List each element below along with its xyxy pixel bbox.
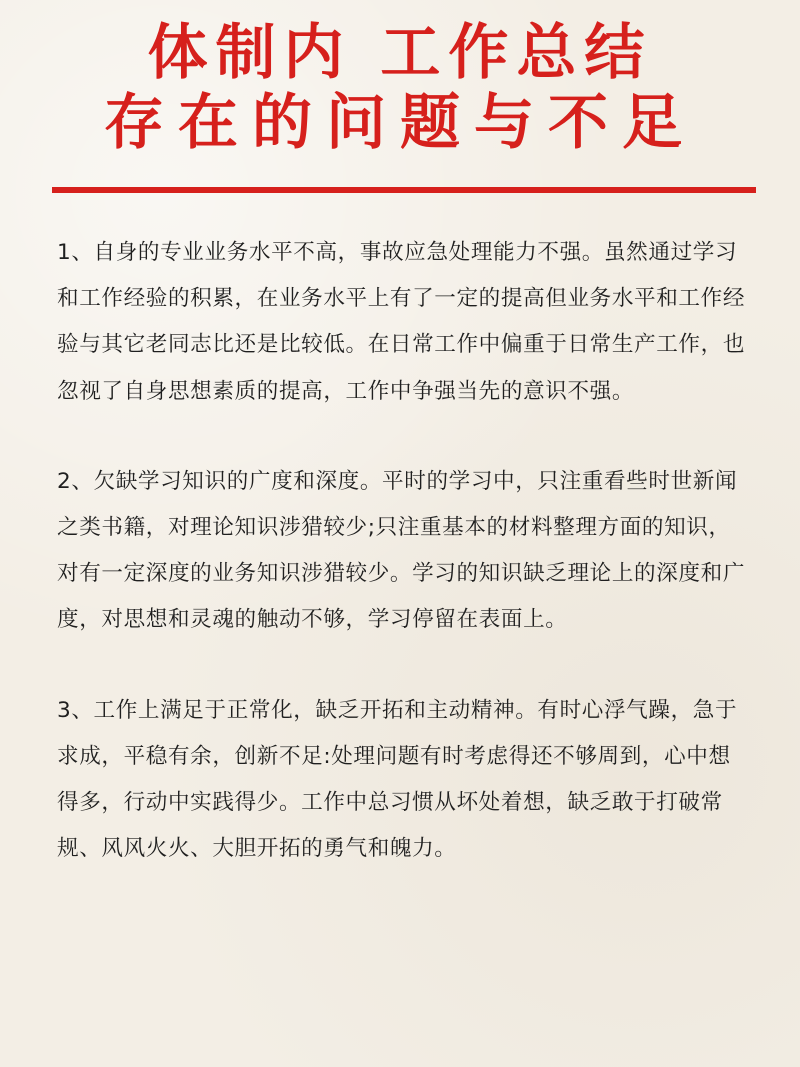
title-divider [52,187,756,193]
title-block [0,18,800,158]
title-line-2: 存在的问题与不足 [104,88,696,158]
title-line-1: 体制内 工作总结 [147,18,653,88]
content-body [57,230,747,872]
paragraph-2: 2、欠缺学习知识的广度和深度。平时的学习中，只注重看些时世新闻之类书籍，对理论知识涉猎较少;只注重基本的材料整理方面的知识，对有一定深度的业务知识涉猎较少。学习的知识缺乏理论上的深度和广度，对思想和灵魂的触动不够，学习停留在表面上。 [57,468,746,633]
paragraph-3: 3、工作上满足于正常化，缺乏开拓和主动精神。有时心浮气躁，急于求成，平稳有余，创新不足:处理问题有时考虑得还不够周到，心中想得多，行动中实践得少。工作中总习惯从坏处着想，缺乏敢于打破常规、风风火火、大胆开拓的勇气和魄力。 [57,697,738,862]
paragraph-1: 1、自身的专业业务水平不高，事故应急处理能力不强。虽然通过学习和工作经验的积累，在业务水平上有了一定的提高但业务水平和工作经验与其它老同志比还是比较低。在日常工作中偏重于日常生产工作，也忽视了自身思想素质的提高，工作中争强当先的意识不强。 [57,240,746,404]
